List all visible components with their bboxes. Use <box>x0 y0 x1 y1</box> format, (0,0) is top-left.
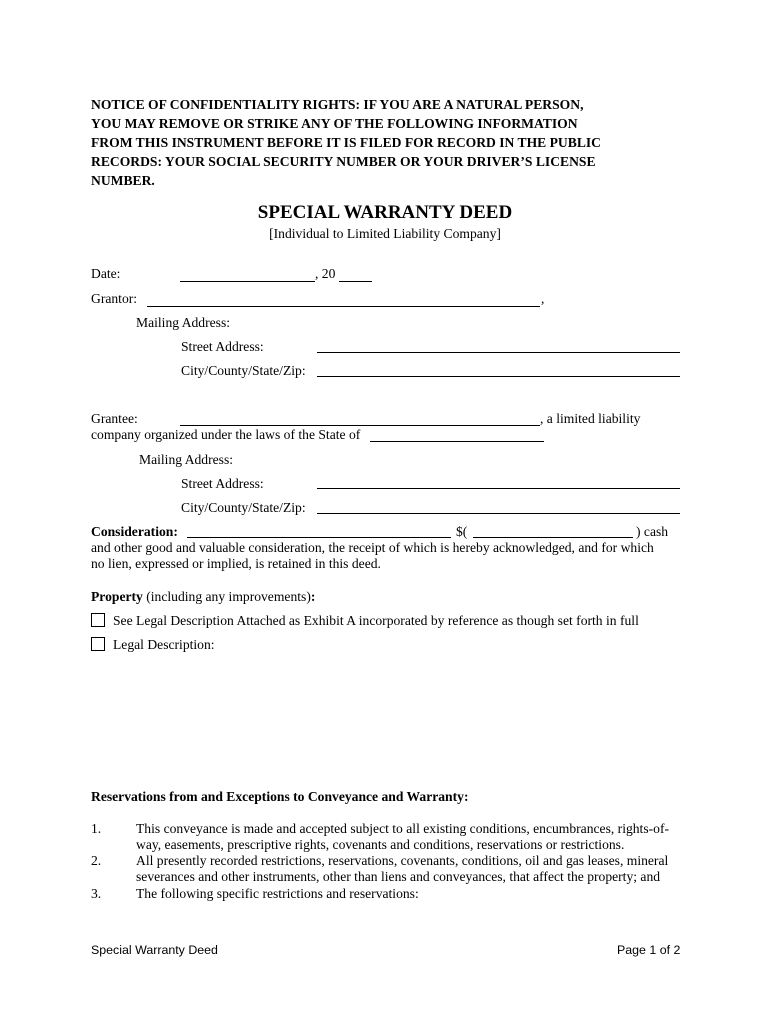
grantor-city-field[interactable] <box>317 376 680 377</box>
exhibit-a-option-label: See Legal Description Attached as Exhibit A incorporated by reference as though set forth in full <box>113 613 639 628</box>
reservation-text: This conveyance is made and accepted subject to all existing conditions, encumbrances, rights-of- way, easements, prescriptive rights, covenants and conditions, reservations or restrictions. <box>136 821 670 852</box>
grantee-mailing-label: Mailing Address: <box>139 452 234 467</box>
exhibit-a-checkbox[interactable] <box>91 613 105 627</box>
footer-document-name: Special Warranty Deed <box>91 943 218 957</box>
grantee-name-field[interactable] <box>180 425 540 426</box>
grantor-street-label: Street Address: <box>181 339 264 354</box>
grantee-street-field[interactable] <box>317 488 680 489</box>
reservation-text: All presently recorded restrictions, reservations, covenants, conditions, oil and gas leases, mineral severances and other instruments, other than liens and conveyances, that affect the property; and <box>136 853 669 884</box>
consideration-cash: ) cash <box>636 524 669 539</box>
document-title: SPECIAL WARRANTY DEED <box>257 202 513 223</box>
legal-description-checkbox[interactable] <box>91 637 105 651</box>
date-label: Date: <box>91 266 121 281</box>
grantor-city-label: City/County/State/Zip: <box>181 363 306 378</box>
property-qualifier: (including any improvements) <box>142 589 311 604</box>
date-year-prefix: , 20 <box>315 266 336 281</box>
grantor-name-field[interactable] <box>147 306 540 307</box>
property-label: Property <box>91 589 143 604</box>
consideration-line-2: and other good and valuable consideration, the receipt of which is hereby acknowledged, and for which <box>91 540 654 555</box>
date-field[interactable] <box>180 281 315 282</box>
grantor-trailing-comma: , <box>541 291 545 306</box>
grantor-street-field[interactable] <box>317 352 680 353</box>
grantor-label: Grantor: <box>91 291 138 306</box>
grantor-mailing-label: Mailing Address: <box>136 315 231 330</box>
grantee-label: Grantee: <box>91 411 138 426</box>
grantee-street-label: Street Address: <box>181 476 264 491</box>
consideration-amount-field[interactable] <box>473 537 633 538</box>
confidentiality-notice: NOTICE OF CONFIDENTIALITY RIGHTS: IF YOU ARE A NATURAL PERSON, YOU MAY REMOVE OR STRIKE ANY OF THE FOLLOWING INFORMATION FROM THIS INSTRUMENT BEFORE IT IS FILED FOR RECORD IN THE PUBLIC RECORDS: YOUR SOCIAL SECURITY NUMBER OR YOUR DRIVER’S LICENSE NUMBER. <box>91 97 601 188</box>
grantee-city-label: City/County/State/Zip: <box>181 500 306 515</box>
grantee-state-field[interactable] <box>370 441 544 442</box>
document-subtitle: [Individual to Limited Liability Company] <box>269 226 501 241</box>
reservation-number: 3. <box>91 886 102 901</box>
grantee-state-text: company organized under the laws of the State of <box>91 427 361 442</box>
legal-description-option-label: Legal Description: <box>113 637 215 652</box>
consideration-label: Consideration: <box>91 524 178 539</box>
property-heading <box>91 589 315 605</box>
grantee-trailing: , a limited liability <box>540 411 641 426</box>
footer-page-number: Page 1 of 2 <box>617 943 681 957</box>
grantee-city-field[interactable] <box>317 513 680 514</box>
reservation-text: The following specific restrictions and reservations: <box>136 886 419 901</box>
reservations-heading: Reservations from and Exceptions to Conveyance and Warranty: <box>91 789 469 804</box>
consideration-description-field[interactable] <box>187 537 451 538</box>
date-year-field[interactable] <box>339 281 372 282</box>
consideration-line-3: no lien, expressed or implied, is retained in this deed. <box>91 556 381 571</box>
reservation-number: 2. <box>91 853 102 868</box>
consideration-dollar-open: $( <box>456 524 468 539</box>
reservation-number: 1. <box>91 821 102 836</box>
property-colon: : <box>310 589 316 604</box>
